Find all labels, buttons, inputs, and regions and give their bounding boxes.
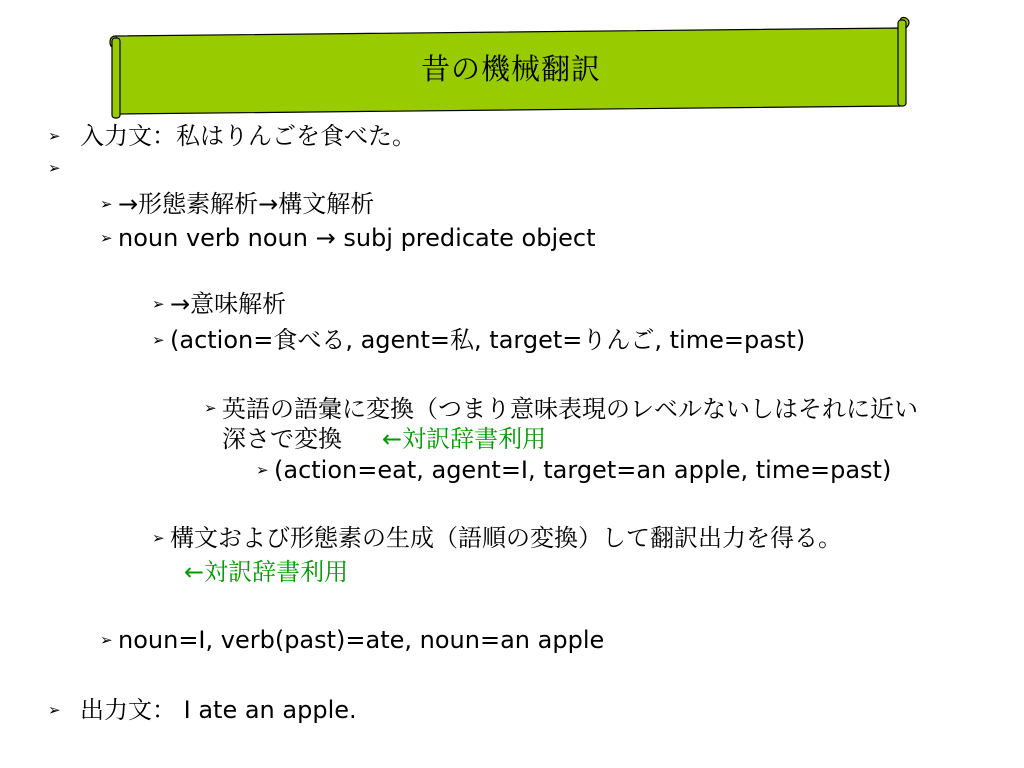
dictionary-note: ←対訳辞書利用 bbox=[382, 425, 547, 453]
arrow-bullet-icon: ➢ bbox=[100, 631, 113, 649]
slide-title: 昔の機械翻訳 bbox=[420, 51, 601, 86]
semantic-frame-ja-text: (action=食べる, agent=私, target=りんご, time=past) bbox=[170, 326, 806, 354]
list-item-empty bbox=[48, 154, 66, 182]
arrow-bullet-icon: ➢ bbox=[100, 195, 113, 213]
arrow-bullet-icon: ➢ bbox=[48, 701, 61, 719]
arrow-bullet-icon: ➢ bbox=[152, 331, 165, 349]
list-item-generation bbox=[152, 524, 842, 552]
generation-text: 構文および形態素の生成（語順の変換）して翻訳出力を得る。 bbox=[170, 524, 842, 552]
lexical-transfer-block bbox=[222, 394, 922, 454]
list-item-semantic-frame-ja bbox=[152, 326, 805, 354]
semantic-text: →意味解析 bbox=[170, 290, 287, 318]
list-item-word-mapping bbox=[100, 626, 604, 654]
output-sentence-text: 出力文： I ate an apple. bbox=[80, 696, 357, 724]
arrow-bullet-icon: ➢ bbox=[204, 399, 217, 417]
arrow-bullet-icon: ➢ bbox=[152, 529, 165, 547]
list-item-input-sentence bbox=[48, 122, 416, 150]
word-mapping-text: noun=I, verb(past)=ate, noun=an apple bbox=[118, 626, 605, 654]
list-item-semantic-frame-en bbox=[256, 456, 891, 484]
arrow-bullet-icon: ➢ bbox=[152, 295, 165, 313]
arrow-bullet-icon: ➢ bbox=[48, 159, 61, 177]
input-sentence-text: 入力文：私はりんごを食べた。 bbox=[80, 122, 416, 150]
list-item-morph-syntax bbox=[100, 190, 374, 218]
arrow-bullet-icon: ➢ bbox=[256, 461, 269, 479]
list-item-semantic bbox=[152, 290, 286, 318]
list-item-pos-mapping bbox=[100, 224, 595, 252]
lexical-transfer-text: 英語の語彙に変換（つまり意味表現のレベルないしはそれに近い深さで変換 bbox=[222, 395, 918, 453]
semantic-frame-en-text: (action=eat, agent=I, target=an apple, time=past) bbox=[274, 456, 892, 484]
arrow-bullet-icon: ➢ bbox=[100, 229, 113, 247]
title-banner bbox=[106, 14, 912, 120]
morph-syntax-text: →形態素解析→構文解析 bbox=[118, 190, 375, 218]
arrow-bullet-icon: ➢ bbox=[48, 127, 61, 145]
list-item-output-sentence bbox=[48, 696, 357, 724]
pos-mapping-text: noun verb noun → subj predicate object bbox=[118, 224, 596, 252]
generation-dictionary-note: ←対訳辞書利用 bbox=[184, 558, 349, 586]
list-item-lexical-transfer bbox=[204, 394, 934, 454]
